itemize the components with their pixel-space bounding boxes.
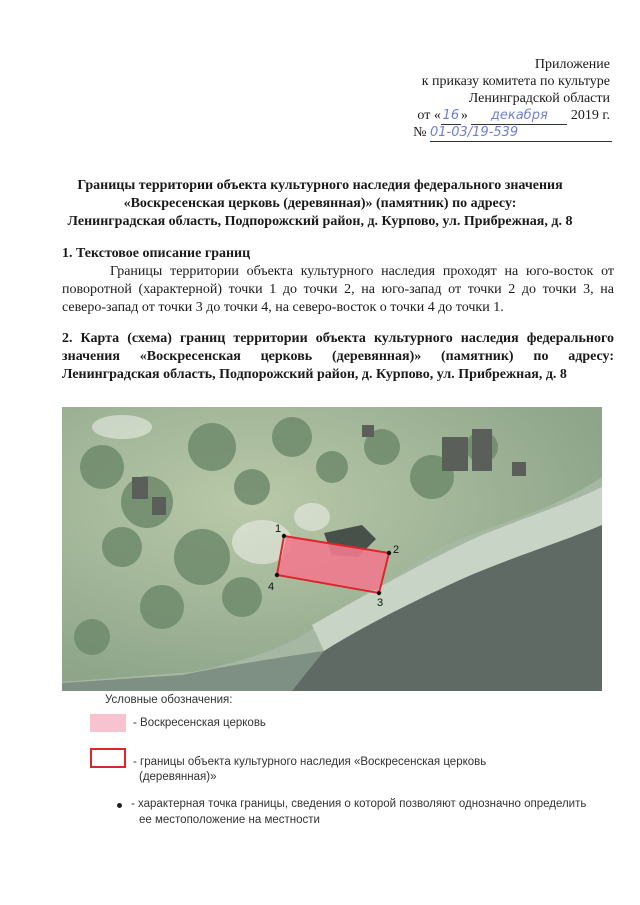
number-value: 01-03/19-539 (430, 124, 612, 142)
order-number (413, 124, 612, 142)
boundary-point-4 (275, 573, 279, 577)
point-label-2: 2 (393, 544, 400, 556)
point-label-4: 4 (268, 581, 275, 593)
section2-heading: 2. Карта (схема) границ территории объекта культурного наследия федерального значения «Воскресенская церковь (деревянная)» (памятник) по адресу: Ленинградская область, Подпорожский район, д. Курпово, ул. Прибрежная, д. 8 (62, 331, 614, 382)
order-ref-line: к приказу комитета по культуре (421, 74, 610, 89)
boundary-point-2 (387, 551, 391, 555)
legend-boundary-swatch (90, 748, 126, 768)
doc-title-line1: Границы территории объекта культурного наследия федерального значения (77, 178, 563, 193)
date-year: 2019 г. (570, 108, 610, 123)
date-day: 16 (442, 108, 460, 123)
legend-point-label-1: - характерная точка границы, сведения о которой позволяют однозначно определить (131, 798, 587, 810)
section1-heading: 1. Текстовое описание границ (62, 246, 251, 261)
legend-boundary-label-2: (деревянная)» (139, 771, 217, 783)
appendix-label: Приложение (534, 57, 610, 72)
legend-point-swatch (117, 803, 122, 808)
date-month: декабря (471, 107, 567, 125)
doc-title-line2: «Воскресенская церковь (деревянная)» (памятник) по адресу: (123, 196, 517, 211)
legend-point-label-2: ее местоположение на местности (139, 814, 320, 826)
boundary-point-3 (377, 591, 381, 595)
legend-title: Условные обозначения: (105, 694, 233, 706)
date-mid: » (460, 108, 468, 123)
section1-text: Границы территории объекта культурного наследия проходят на юго-восток от поворотной (характерной) точки 1 до точки 2, на юго-запад от точки 2 до точки 3, на северо-запад от точки 3 до точки 4, на северо-восток о точки 4 до точки 1. (62, 264, 614, 315)
legend-church-swatch (90, 714, 126, 732)
boundary-map (62, 407, 602, 691)
doc-title-line3: Ленинградская область, Подпорожский район, д. Курпово, ул. Прибрежная, д. 8 (67, 214, 573, 229)
point-label-1: 1 (275, 523, 282, 535)
legend-boundary-label-1: - границы объекта культурного наследия «Воскресенская церковь (133, 756, 487, 768)
region-line: Ленинградской области (468, 91, 610, 106)
legend-church-label: - Воскресенская церковь (133, 717, 266, 729)
number-prefix: № (413, 125, 427, 140)
date-prefix: от « (417, 108, 441, 123)
point-label-3: 3 (377, 597, 384, 609)
boundary-point-1 (282, 534, 286, 538)
order-date (417, 107, 610, 125)
